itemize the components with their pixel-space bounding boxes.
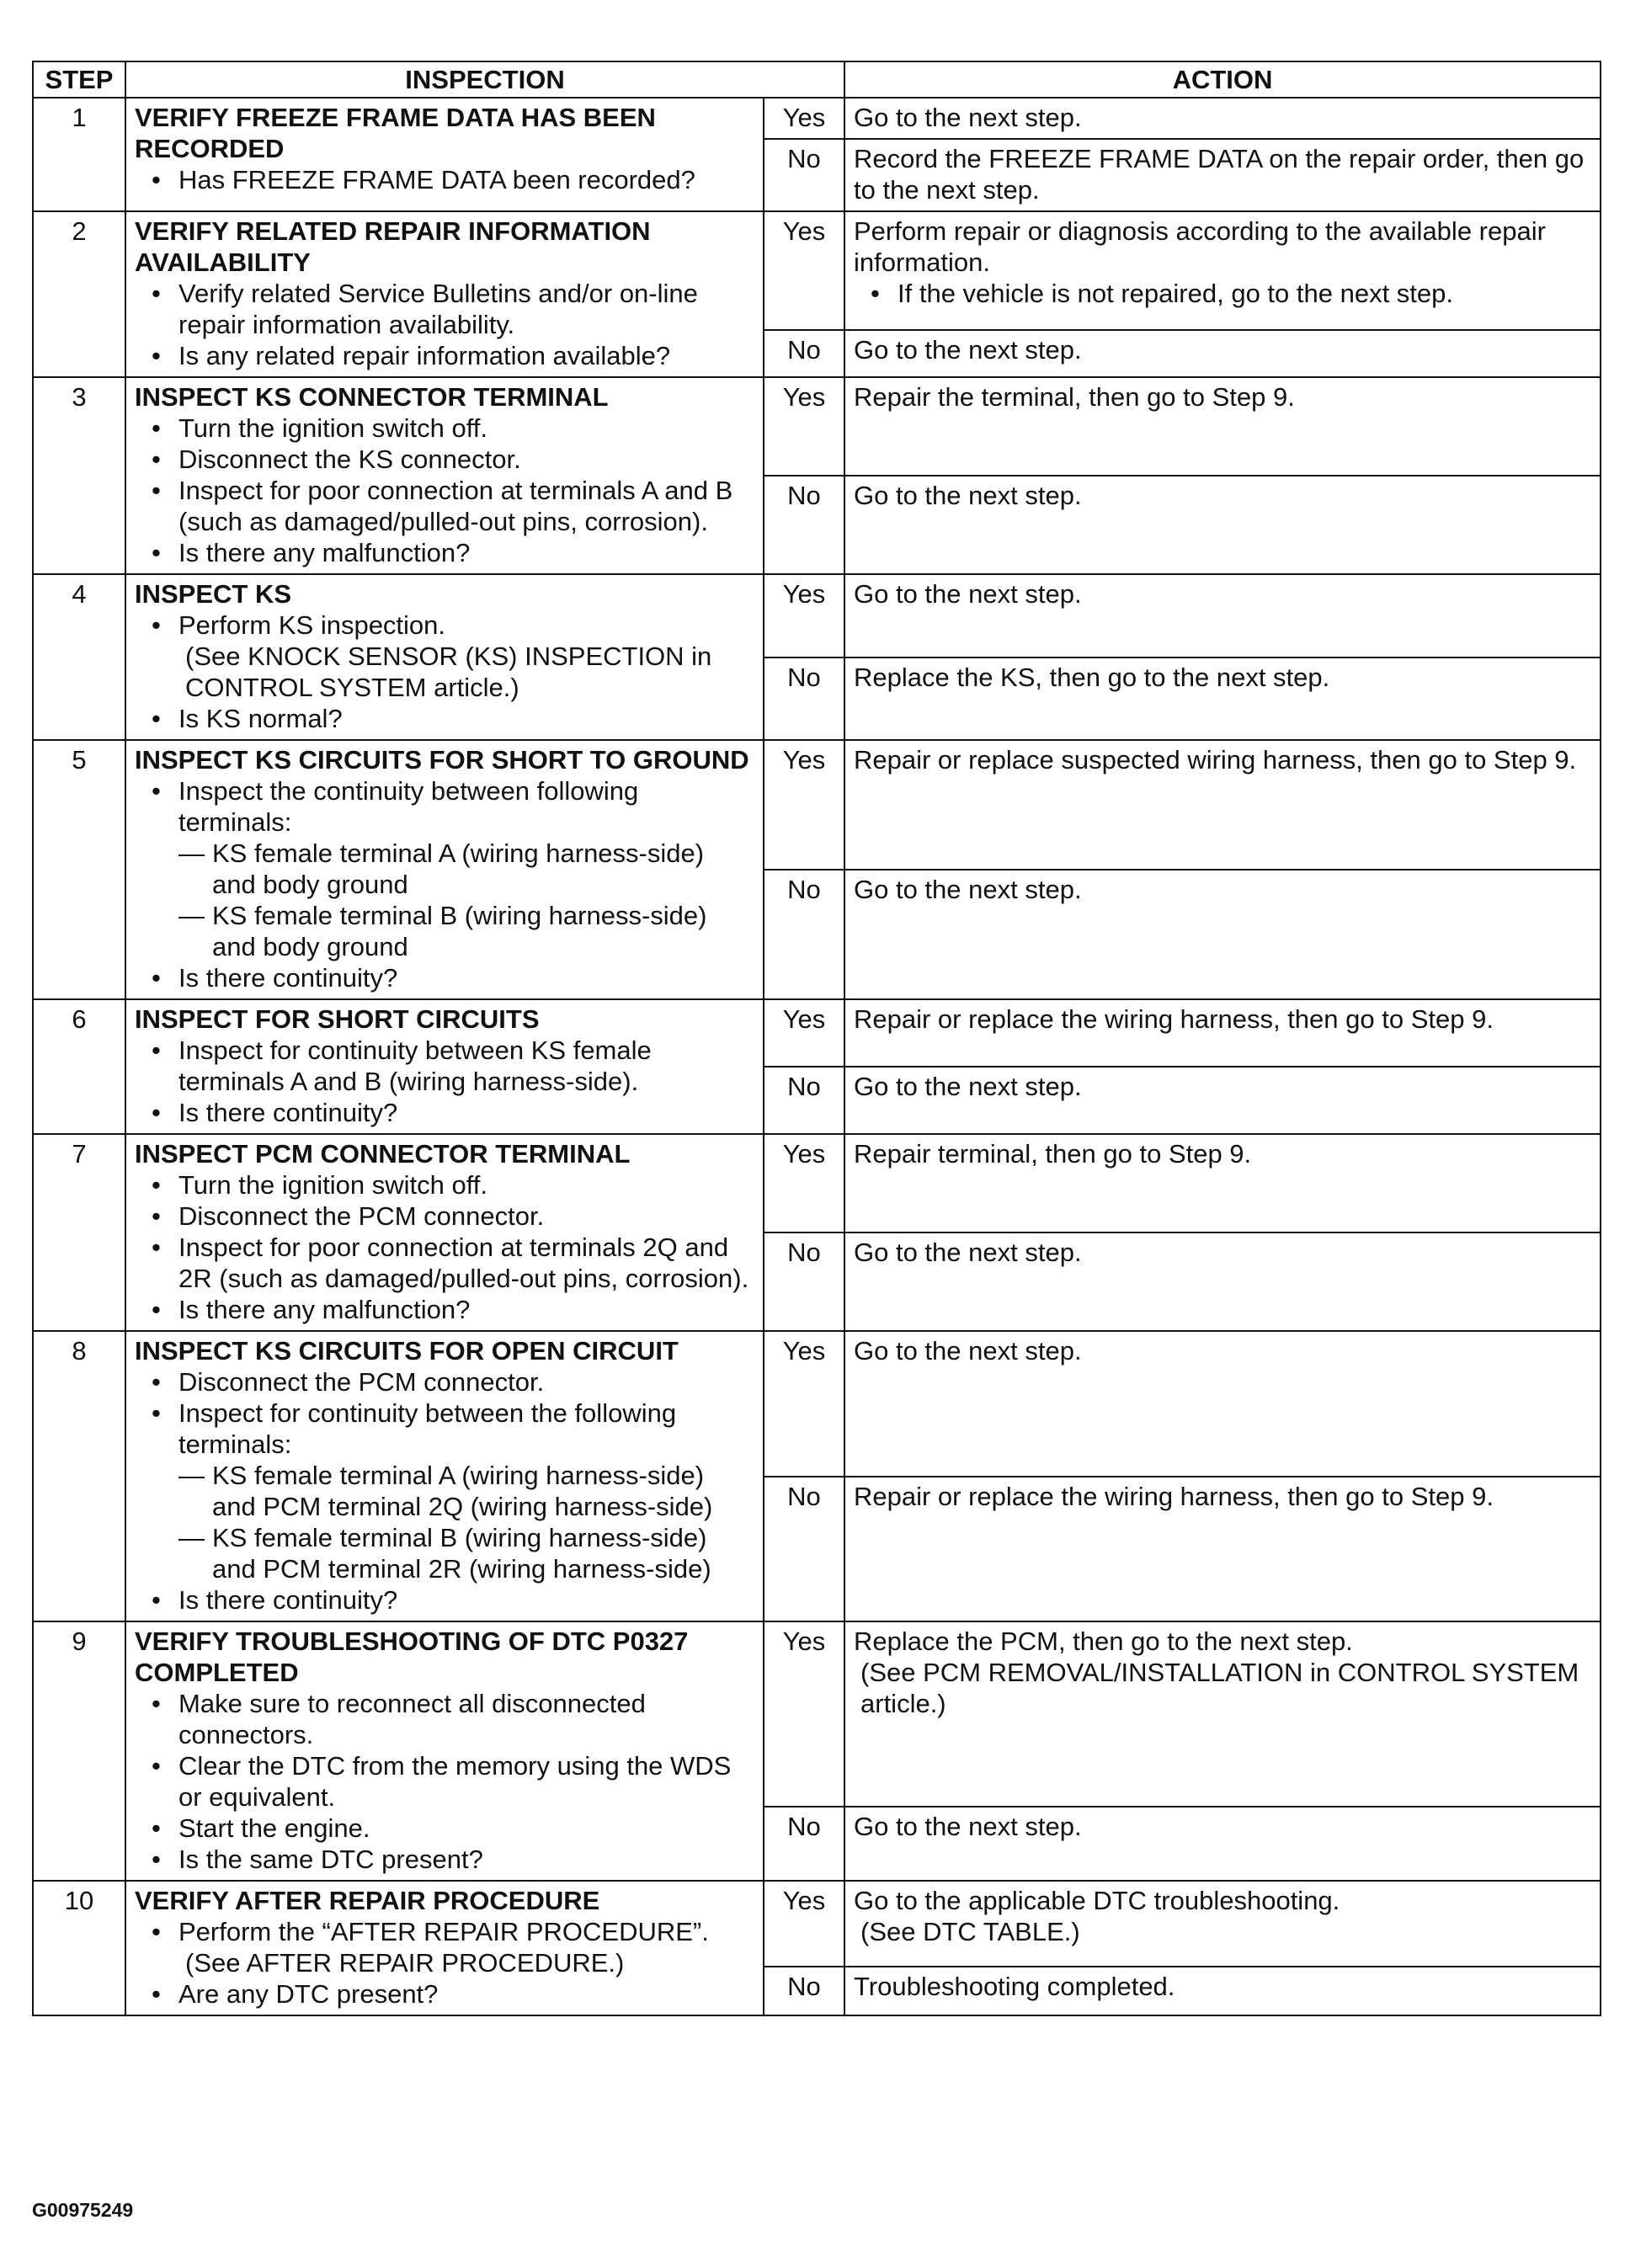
inspection-bullet <box>135 278 754 340</box>
table-row <box>33 999 1601 1067</box>
action-text: Repair or replace the wiring harness, then go to Step 9. <box>854 1004 1494 1034</box>
inspection-title: INSPECT KS <box>135 579 292 609</box>
no-label: No <box>764 1967 844 2015</box>
step-number: 2 <box>33 211 125 377</box>
inspection-bullet <box>135 413 754 444</box>
bullet-text: Are any DTC present? <box>178 1979 439 2009</box>
action-text: Troubleshooting completed. <box>854 1971 1175 2001</box>
inspection-bullet <box>135 340 754 371</box>
inspection-bullets <box>135 413 754 568</box>
inspection-bullet <box>135 1398 754 1584</box>
bullet-note: (See KNOCK SENSOR (KS) INSPECTION in CONTROL SYSTEM article.) <box>185 642 712 702</box>
inspection-bullet <box>135 1750 754 1813</box>
bullet-text: Inspect for continuity between the following terminals: <box>178 1398 677 1459</box>
no-label: No <box>764 870 844 999</box>
inspection-cell <box>125 1621 764 1881</box>
no-label: No <box>764 476 844 574</box>
table-header-row <box>33 61 1601 98</box>
bullet-text: Verify related Service Bulletins and/or on-line repair information availability. <box>178 279 698 339</box>
action-bullet: • If the vehicle is not repaired, go to the next step. <box>854 278 1591 309</box>
yes-action <box>844 377 1601 476</box>
table-body <box>33 98 1601 2015</box>
inspection-title: INSPECT FOR SHORT CIRCUITS <box>135 1004 540 1034</box>
inspection-cell <box>125 211 764 377</box>
action-text: Repair the terminal, then go to Step 9. <box>854 382 1295 412</box>
bullet-text: Disconnect the KS connector. <box>178 445 521 474</box>
yes-action <box>844 98 1601 139</box>
inspection-cell <box>125 1134 764 1331</box>
table-row <box>33 740 1601 870</box>
table-row <box>33 1134 1601 1232</box>
diagnostic-procedure-table <box>32 61 1601 2016</box>
no-action <box>844 1232 1601 1331</box>
no-label: No <box>764 139 844 211</box>
yes-action <box>844 999 1601 1067</box>
inspection-bullet <box>135 1201 754 1232</box>
bullet-text: Is any related repair information available? <box>178 341 671 370</box>
yes-action <box>844 1881 1601 1967</box>
yes-action <box>844 1621 1601 1807</box>
inspection-bullet <box>135 537 754 568</box>
sub-item: — KS female terminal B (wiring harness-side) and PCM terminal 2R (wiring harness-side) <box>178 1522 754 1584</box>
sub-item: — KS female terminal B (wiring harness-side) and body ground <box>178 900 754 962</box>
inspection-bullets <box>135 1916 754 2010</box>
inspection-bullet <box>135 1978 754 2010</box>
bullet-text: Disconnect the PCM connector. <box>178 1367 545 1397</box>
inspection-bullet <box>135 444 754 475</box>
sub-item: — KS female terminal A (wiring harness-side) and PCM terminal 2Q (wiring harness-side) <box>178 1460 754 1522</box>
action-text: Repair or replace the wiring harness, then go to Step 9. <box>854 1481 1494 1511</box>
inspection-title: INSPECT PCM CONNECTOR TERMINAL <box>135 1139 631 1169</box>
inspection-bullet <box>135 1916 754 1978</box>
step-number: 6 <box>33 999 125 1134</box>
action-text: Go to the next step. <box>854 103 1082 132</box>
action-text: Go to the next step. <box>854 1072 1082 1101</box>
inspection-bullets <box>135 775 754 993</box>
no-action <box>844 1967 1601 2015</box>
step-number: 1 <box>33 98 125 211</box>
bullet-text: Is there continuity? <box>178 1098 398 1127</box>
inspection-bullet <box>135 1366 754 1398</box>
yes-label: Yes <box>764 377 844 476</box>
bullet-text: Inspect for poor connection at terminals A and B (such as damaged/pulled-out pins, corrosion). <box>178 476 733 536</box>
inspection-bullet <box>135 1584 754 1616</box>
action-text: Go to the next step. <box>854 579 1082 609</box>
troubleshooting-page <box>32 61 1600 2016</box>
step-number: 5 <box>33 740 125 999</box>
bullet-text: Disconnect the PCM connector. <box>178 1201 545 1231</box>
no-action <box>844 870 1601 999</box>
action-text: Go to the next step. <box>854 875 1082 904</box>
bullet-text: Is there continuity? <box>178 963 398 993</box>
inspection-bullet <box>135 1688 754 1750</box>
step-number: 4 <box>33 574 125 740</box>
bullet-text: Is the same DTC present? <box>178 1845 483 1874</box>
bullet-text: Clear the DTC from the memory using the WDS or equivalent. <box>178 1751 732 1812</box>
inspection-title: INSPECT KS CIRCUITS FOR SHORT TO GROUND <box>135 745 749 775</box>
table-row <box>33 211 1601 330</box>
bullet-text: Is KS normal? <box>178 704 343 733</box>
table-row <box>33 98 1601 139</box>
yes-label: Yes <box>764 1134 844 1232</box>
action-text: Replace the PCM, then go to the next step. <box>854 1626 1353 1656</box>
no-label: No <box>764 330 844 377</box>
action-note: (See DTC TABLE.) <box>860 1917 1080 1946</box>
yes-action <box>844 211 1601 330</box>
yes-label: Yes <box>764 740 844 870</box>
inspection-cell <box>125 98 764 211</box>
inspection-cell <box>125 740 764 999</box>
yes-label: Yes <box>764 1881 844 1967</box>
action-text: Go to the next step. <box>854 1238 1082 1267</box>
no-action <box>844 1067 1601 1134</box>
yes-label: Yes <box>764 211 844 330</box>
step-number: 7 <box>33 1134 125 1331</box>
bullet-text: Is there continuity? <box>178 1585 398 1615</box>
table-row <box>33 377 1601 476</box>
table-row <box>33 1881 1601 1967</box>
action-text: Replace the KS, then go to the next step. <box>854 662 1330 692</box>
inspection-title: INSPECT KS CONNECTOR TERMINAL <box>135 382 609 412</box>
inspection-bullets <box>135 1169 754 1325</box>
no-action <box>844 1477 1601 1622</box>
action-text: Repair terminal, then go to Step 9. <box>854 1139 1252 1169</box>
yes-label: Yes <box>764 999 844 1067</box>
inspection-title: VERIFY FREEZE FRAME DATA HAS BEEN RECORDED <box>135 103 656 163</box>
bullet-text: Is there any malfunction? <box>178 1295 471 1324</box>
inspection-bullet <box>135 703 754 734</box>
yes-action <box>844 574 1601 658</box>
yes-action <box>844 740 1601 870</box>
sub-list <box>178 838 754 962</box>
bullet-text: Start the engine. <box>178 1813 370 1843</box>
inspection-cell <box>125 999 764 1134</box>
inspection-bullet <box>135 1294 754 1325</box>
inspection-cell <box>125 1881 764 2015</box>
action-text: Perform repair or diagnosis according to the available repair information. <box>854 216 1546 277</box>
step-number: 8 <box>33 1331 125 1621</box>
no-action <box>844 330 1601 377</box>
inspection-bullet <box>135 1097 754 1128</box>
sub-item: — KS female terminal A (wiring harness-side) and body ground <box>178 838 754 900</box>
table-row <box>33 1621 1601 1807</box>
yes-label: Yes <box>764 1331 844 1477</box>
no-action <box>844 139 1601 211</box>
inspection-title: INSPECT KS CIRCUITS FOR OPEN CIRCUIT <box>135 1336 679 1366</box>
bullet-text: Perform KS inspection. <box>178 610 446 640</box>
no-label: No <box>764 1477 844 1622</box>
inspection-title: VERIFY RELATED REPAIR INFORMATION AVAILABILITY <box>135 216 651 277</box>
inspection-title: VERIFY TROUBLESHOOTING OF DTC P0327 COMPLETED <box>135 1626 689 1687</box>
inspection-bullets <box>135 1366 754 1616</box>
table-row <box>33 1331 1601 1477</box>
inspection-bullet <box>135 1813 754 1844</box>
inspection-bullets <box>135 610 754 734</box>
inspection-cell <box>125 574 764 740</box>
inspection-bullet <box>135 1169 754 1201</box>
inspection-bullet <box>135 1232 754 1294</box>
no-label: No <box>764 658 844 741</box>
inspection-bullets <box>135 1688 754 1875</box>
no-action <box>844 1807 1601 1881</box>
bullet-text: Turn the ignition switch off. <box>178 413 488 443</box>
inspection-bullets <box>135 164 754 195</box>
header-step: STEP <box>33 61 125 98</box>
inspection-bullets <box>135 278 754 371</box>
inspection-title: VERIFY AFTER REPAIR PROCEDURE <box>135 1886 600 1915</box>
step-number: 9 <box>33 1621 125 1881</box>
action-text: Repair or replace suspected wiring harness, then go to Step 9. <box>854 745 1577 775</box>
table-row <box>33 574 1601 658</box>
figure-id: G00975249 <box>32 2199 134 2221</box>
inspection-bullet <box>135 775 754 962</box>
bullet-text: Turn the ignition switch off. <box>178 1170 488 1200</box>
yes-label: Yes <box>764 574 844 658</box>
bullet-text: Is there any malfunction? <box>178 538 471 567</box>
action-text: Go to the applicable DTC troubleshooting. <box>854 1886 1340 1915</box>
inspection-bullet <box>135 610 754 703</box>
step-number: 10 <box>33 1881 125 2015</box>
inspection-bullet <box>135 1035 754 1097</box>
yes-label: Yes <box>764 98 844 139</box>
action-text: Go to the next step. <box>854 481 1082 510</box>
yes-action <box>844 1331 1601 1477</box>
header-action: ACTION <box>844 61 1601 98</box>
bullet-text: Has FREEZE FRAME DATA been recorded? <box>178 165 695 194</box>
bullet-text: Inspect the continuity between following terminals: <box>178 776 639 837</box>
no-label: No <box>764 1067 844 1134</box>
no-action <box>844 658 1601 741</box>
no-label: No <box>764 1232 844 1331</box>
inspection-bullet <box>135 962 754 993</box>
inspection-bullets <box>135 1035 754 1128</box>
sub-list <box>178 1460 754 1584</box>
bullet-text: Inspect for poor connection at terminals 2Q and 2R (such as damaged/pulled-out pins, corrosion). <box>178 1232 749 1293</box>
inspection-cell <box>125 377 764 574</box>
inspection-bullet <box>135 475 754 537</box>
step-number: 3 <box>33 377 125 574</box>
action-text: Go to the next step. <box>854 1336 1082 1366</box>
yes-action <box>844 1134 1601 1232</box>
no-label: No <box>764 1807 844 1881</box>
inspection-cell <box>125 1331 764 1621</box>
bullet-text: Inspect for continuity between KS female terminals A and B (wiring harness-side). <box>178 1036 652 1096</box>
action-text: Record the FREEZE FRAME DATA on the repair order, then go to the next step. <box>854 144 1585 205</box>
inspection-bullet <box>135 164 754 195</box>
action-text: Go to the next step. <box>854 1812 1082 1842</box>
no-action <box>844 476 1601 574</box>
bullet-text: Make sure to reconnect all disconnected connectors. <box>178 1689 646 1749</box>
yes-label: Yes <box>764 1621 844 1807</box>
action-text: Go to the next step. <box>854 334 1082 365</box>
bullet-text: Perform the “AFTER REPAIR PROCEDURE”. <box>178 1917 709 1946</box>
inspection-bullet <box>135 1844 754 1875</box>
header-inspection: INSPECTION <box>125 61 844 98</box>
bullet-note: (See AFTER REPAIR PROCEDURE.) <box>185 1948 625 1978</box>
action-note: (See PCM REMOVAL/INSTALLATION in CONTROL SYSTEM article.) <box>860 1658 1579 1718</box>
